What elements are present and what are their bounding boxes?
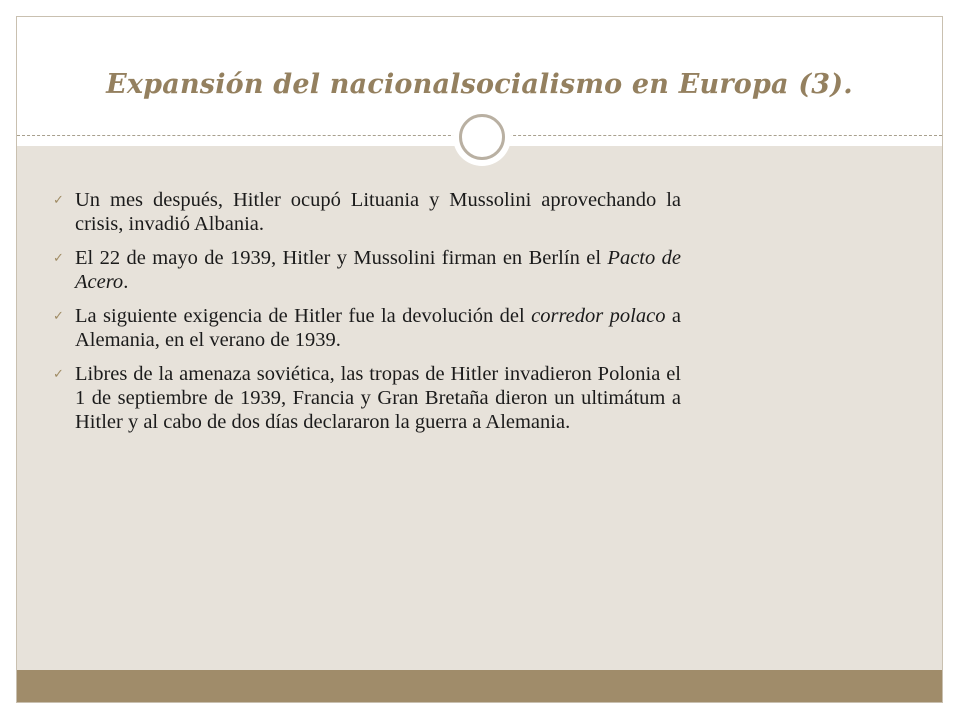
slide-title: Expansión del nacionalsocialismo en Europa (3). <box>106 69 853 100</box>
slide <box>16 16 943 703</box>
bullet-emphasis: Pacto de Acero <box>75 247 681 293</box>
footer-band <box>17 670 942 703</box>
circle-ring-icon <box>459 114 505 160</box>
checkmark-icon: ✓ <box>53 309 64 324</box>
bullet-item <box>53 188 681 236</box>
checkmark-icon: ✓ <box>53 367 64 382</box>
bullet-item <box>53 362 681 434</box>
bullet-text: . <box>123 271 129 293</box>
bullet-text: a Alemania, en el verano de 1939. <box>75 305 681 351</box>
bullet-item <box>53 246 681 294</box>
bullet-text: El 22 de mayo de 1939, Hitler y Mussolini firman en Berlín el <box>75 247 608 269</box>
bullet-text: Un mes después, Hitler ocupó Lituania y Mussolini aprovechando la crisis, invadió Albania. <box>75 189 681 235</box>
bullet-emphasis: corredor polaco <box>531 305 666 327</box>
bullet-text: La siguiente exigencia de Hitler fue la devolución del <box>75 305 532 327</box>
bullet-list <box>53 188 681 444</box>
bullet-text: Libres de la amenaza soviética, las tropas de Hitler invadieron Polonia el 1 de septiembre de 1939, Francia y Gran Bretaña dieron un ultimátum a Hitler y al cabo de dos días declararon la guerra a Alemania. <box>75 363 681 433</box>
checkmark-icon: ✓ <box>53 193 64 208</box>
bullet-item <box>53 304 681 352</box>
checkmark-icon: ✓ <box>53 251 64 266</box>
